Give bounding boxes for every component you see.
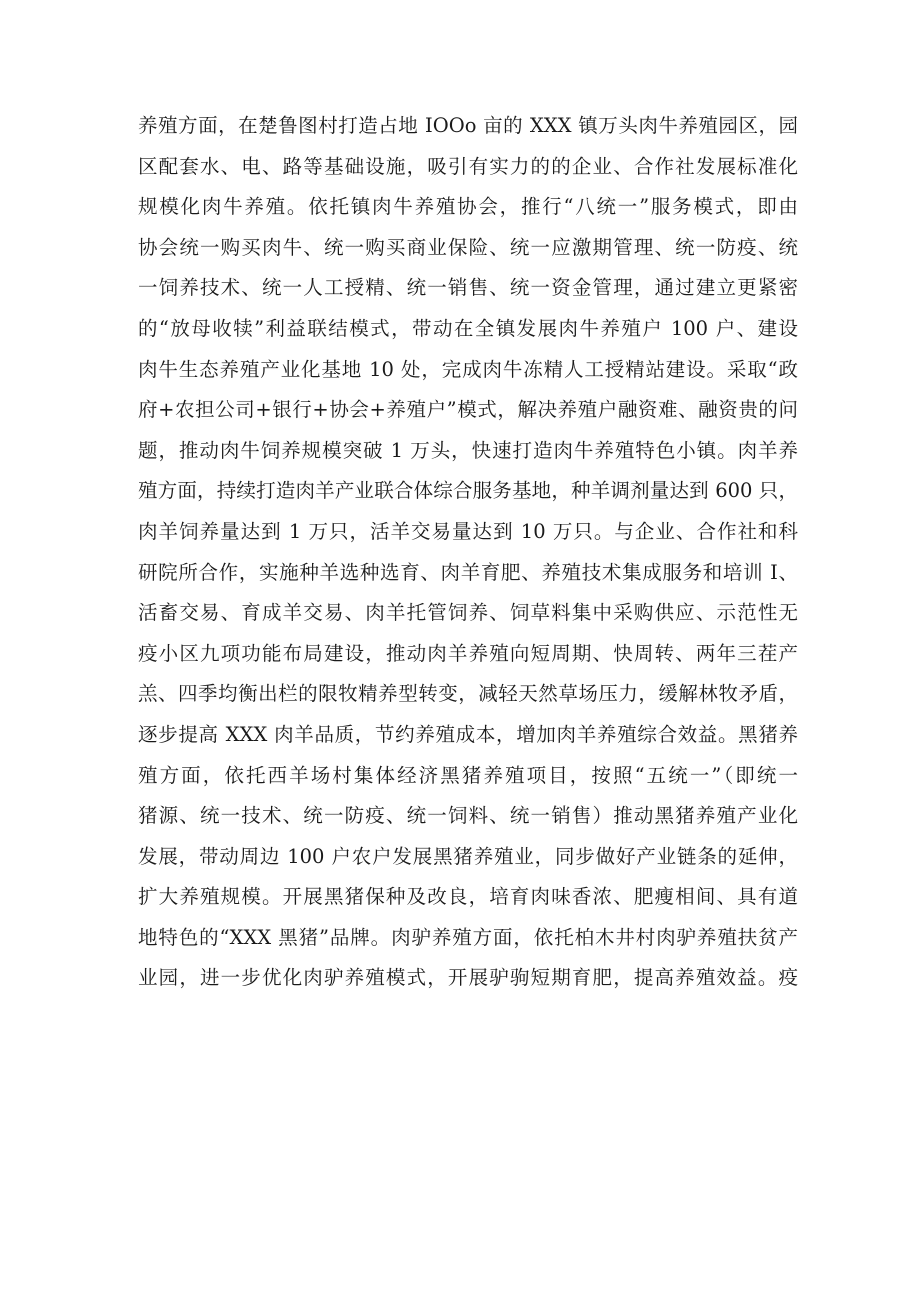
text-line: 猪源、统一技术、统一防疫、统一饲料、统一销售）推动黑猪养殖产业化 [138,804,798,828]
text-line: 羔、四季均衡出栏的限牧精养型转变，减轻天然草场压力，缓解林牧矛盾， [138,682,798,706]
text-line: 协会统一购买肉牛、统一购买商业保险、统一应激期管理、统一防疫、统 [138,235,798,259]
text-line: 殖方面，持续打造肉羊产业联合体综合服务基地，种羊调剂量达到 600 只， [138,479,798,503]
text-line: 肉羊饲养量达到 1 万只，活羊交易量达到 10 万只。与企业、合作社和科 [138,519,798,543]
text-line: 题，推动肉牛饲养规模突破 1 万头，快速打造肉牛养殖特色小镇。肉羊养 [138,438,798,462]
text-line: 肉牛生态养殖产业化基地 10 处，完成肉牛冻精人工授精站建设。采取“政 [138,357,798,381]
text-line: 区配套水、电、路等基础设施，吸引有实力的的企业、合作社发展标准化 [138,154,798,178]
text-line: 扩大养殖规模。开展黑猪保种及改良，培育肉味香浓、肥瘦相间、具有道 [138,885,798,909]
text-line: 府+农担公司+银行+协会+养殖户”模式，解决养殖户融资难、融资贵的问 [138,398,798,422]
text-line: 业园，进一步优化肉驴养殖模式，开展驴驹短期育肥，提高养殖效益。疫 [138,966,798,990]
text-line: 规模化肉牛养殖。依托镇肉牛养殖协会，推行“八统一”服务模式，即由 [138,195,798,219]
text-line: 疫小区九项功能布局建设，推动肉羊养殖向短周期、快周转、两年三茬产 [138,641,798,665]
text-line: 殖方面，依托西羊场村集体经济黑猪养殖项目，按照“五统一”（即统一 [138,763,798,787]
text-line: 逐步提高 XXX 肉羊品质，节约养殖成本，增加肉羊养殖综合效益。黑猪养 [138,722,798,746]
text-line: 发展，带动周边 100 户农户发展黑猪养殖业，同步做好产业链条的延伸， [138,844,798,868]
text-line: 活畜交易、育成羊交易、肉羊托管饲养、饲草料集中采购供应、示范性无 [138,601,798,625]
text-line: 养殖方面，在楚鲁图村打造占地 IOOo 亩的 XXX 镇万头肉牛养殖园区，园 [138,114,798,137]
text-line: 一饲养技术、统一人工授精、统一销售、统一资金管理，通过建立更紧密 [138,276,798,300]
text-line: 的“放母收犊”利益联结模式，带动在全镇发展肉牛养殖户 100 户、建设 [138,316,798,340]
body-text [138,106,798,999]
text-line: 研院所合作，实施种羊选种选育、肉羊育肥、养殖技术集成服务和培训 I、 [138,560,798,584]
text-line: 地特色的“XXX 黑猪”品牌。肉驴养殖方面，依托柏木井村肉驴养殖扶贫产 [138,925,798,949]
